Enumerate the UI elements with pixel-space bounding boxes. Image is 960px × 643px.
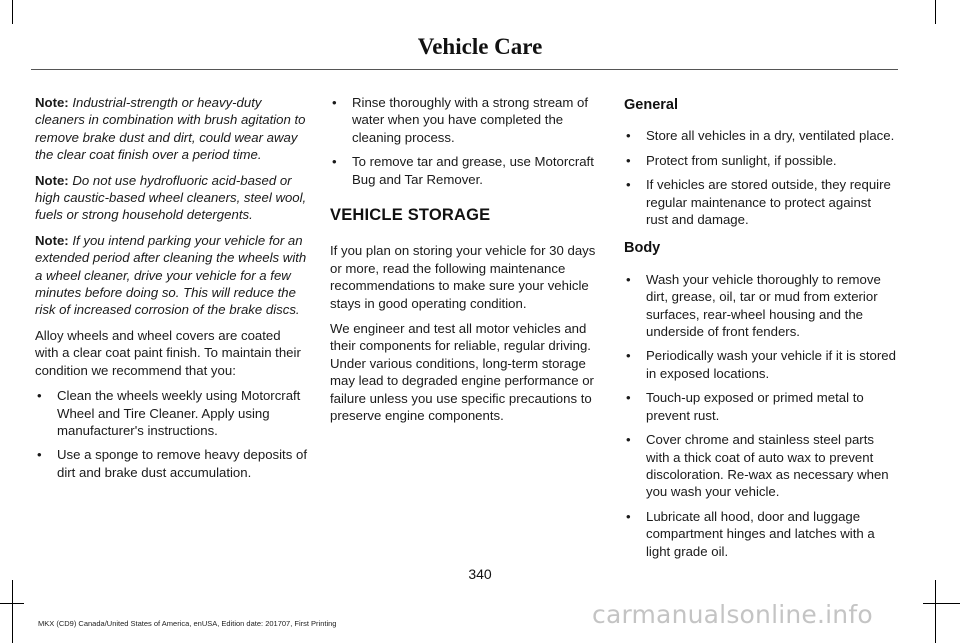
watermark: carmanualsonline.info — [592, 600, 873, 629]
alloy-wheels-intro: Alloy wheels and wheel covers are coated with a clear coat paint finish. To maintain their condition we recommend that you: — [35, 327, 301, 378]
list-item: • If vehicles are stored outside, they require regular maintenance to protect against rust and damage. — [626, 177, 891, 228]
storage-paragraph-2: We engineer and test all motor vehicles and their components for reliable, regular driving. Under various conditions, long-term storage may lead to degraded engine performance or failure unless you use specific precautions to preserve engine components. — [330, 321, 594, 424]
list-item: • Touch-up exposed or primed metal to prevent rust. — [626, 390, 864, 423]
list-item: • Rinse thoroughly with a strong stream of water when you have completed the cleaning process. — [332, 95, 589, 145]
right-column — [624, 97, 896, 568]
page-number: 340 — [468, 566, 492, 582]
subheading-body: Body — [624, 240, 661, 257]
page-header-title: Vehicle Care — [417, 34, 543, 59]
middle-column — [330, 94, 602, 433]
crop-mark-bottom-right — [935, 580, 936, 643]
section-title-vehicle-storage: VEHICLE STORAGE — [330, 206, 491, 225]
subheading-general: General — [624, 97, 678, 113]
storage-paragraph-1: If you plan on storing your vehicle for 30 days or more, read the following maintenance recommendations to make sure your vehicle stays in good operating condition. — [330, 243, 596, 311]
list-item: • Use a sponge to remove heavy deposits of dirt and brake dust accumulation. — [37, 447, 307, 480]
header-divider — [31, 69, 898, 70]
list-item: • Protect from sunlight, if possible. — [626, 152, 837, 168]
crop-mark-bottom-left-h — [0, 603, 24, 604]
list-item: • Store all vehicles in a dry, ventilated place. — [626, 128, 895, 144]
crop-mark-bottom-right-h — [923, 603, 960, 604]
list-item: • Lubricate all hood, door and luggage compartment hinges and latches with a light grade oil. — [626, 508, 875, 559]
note-1: Note: Industrial-strength or heavy-duty cleaners in combination with brush agitation to remove brake dust and dirt, could wear away the clear coat finish over a period time. — [35, 95, 306, 163]
list-item: • Periodically wash your vehicle if it is stored in exposed locations. — [626, 348, 896, 381]
list-item: • Wash your vehicle thoroughly to remove dirt, grease, oil, tar or mud from exterior surfaces, rear-wheel housing and the underside of front fenders. — [626, 271, 881, 340]
list-item: • Clean the wheels weekly using Motorcraft Wheel and Tire Cleaner. Apply using manufacturer's instructions. — [37, 388, 301, 438]
list-item: • Cover chrome and stainless steel parts with a thick coat of auto wax to prevent discoloration. Re-wax as necessary when you wash your vehicle. — [626, 432, 889, 500]
left-column — [35, 94, 307, 489]
body-list — [624, 271, 896, 560]
general-list — [624, 127, 896, 228]
rinse-list — [330, 94, 602, 188]
note-2: Note: Do not use hydrofluoric acid-based or high caustic-based wheel cleaners, steel wool, fuels or strong household detergents. — [35, 172, 307, 223]
footer-edition-info: MKX (CD9) Canada/United States of America, enUSA, Edition date: 201707, First Printing — [38, 619, 337, 628]
crop-mark-bottom-left — [12, 580, 13, 643]
wheel-care-list — [35, 387, 307, 481]
crop-mark-top-left — [12, 0, 13, 24]
note-3: Note: If you intend parking your vehicle for an extended period after cleaning the wheels with a wheel cleaner, drive your vehicle for a few minutes before doing so. This will reduce the risk of increased corrosion of the brake discs. — [35, 232, 307, 318]
list-item: • To remove tar and grease, use Motorcraft Bug and Tar Remover. — [332, 154, 594, 187]
crop-mark-top-right — [935, 0, 936, 24]
